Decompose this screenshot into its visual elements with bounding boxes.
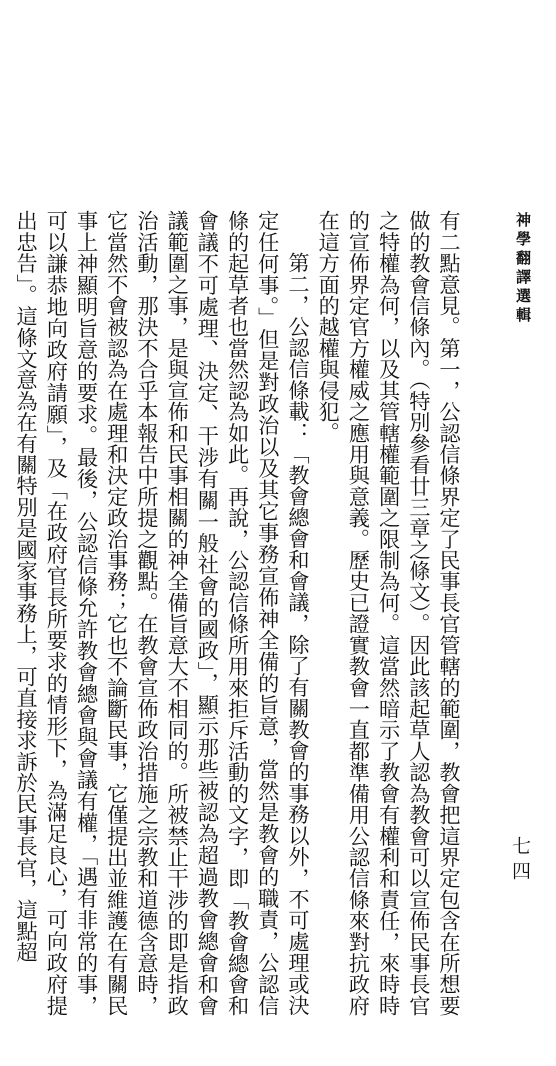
body-text bbox=[14, 210, 464, 1016]
page-number: 七四 bbox=[509, 836, 531, 886]
paragraph-2: 第二，公認信條載：「教會總會和會議，除了有關教會的事務以外，不可處理或決定任何事。」但是對政治以及其它事務宣佈神全備的旨意，當然是教會的職責，公認信條的起草者也當然認為如此。再說，公認信條所用來拒斥活動的文字，即「教會總會和會議不可處理、決定、干涉有關一般社會的國政」，顯示那些被認為超過教會總會和會議範圍之事，是與宣佈和民事相關的神全備旨意大不相同的。所被禁止干涉的即是指政治活動，那決不合乎本報告中所提之觀點。在教會宣佈政治措施之宗教和道德含意時，它當然不會被認為在處理和決定政治事務；它也不論斷民事，它僅提出並維護在有關民事上神顯明旨意的要求。最後，公認信條允許教會總會與會議有權，「遇有非常的事，可以謙恭地向政府請願」，及「在政府官長所要求的情形下，為滿足良心，可向政府提出忠告」。這條文意為在有關特別是國家事務上，可直接求訴於民事長官，這點超 bbox=[14, 210, 311, 1016]
paragraph-1: 有二點意見。第一，公認信條界定了民事長官管轄的範圍，教會把這界定包含在所想要做的教會信條內。（特別參看廿三章之條文）。因此該起草人認為教會可以宣佈民事長官之特權為何，以及其管轄權範圍之限制為何。這當然暗示了教會有權利和責任，來時時的宣佈界定官方權威之應用與意義。歷史已證實教會一直都準備用公認信條來對抗政府在這方面的越權與侵犯。 bbox=[316, 210, 462, 1016]
running-header-title: 神學翻譯選輯 bbox=[514, 212, 532, 326]
